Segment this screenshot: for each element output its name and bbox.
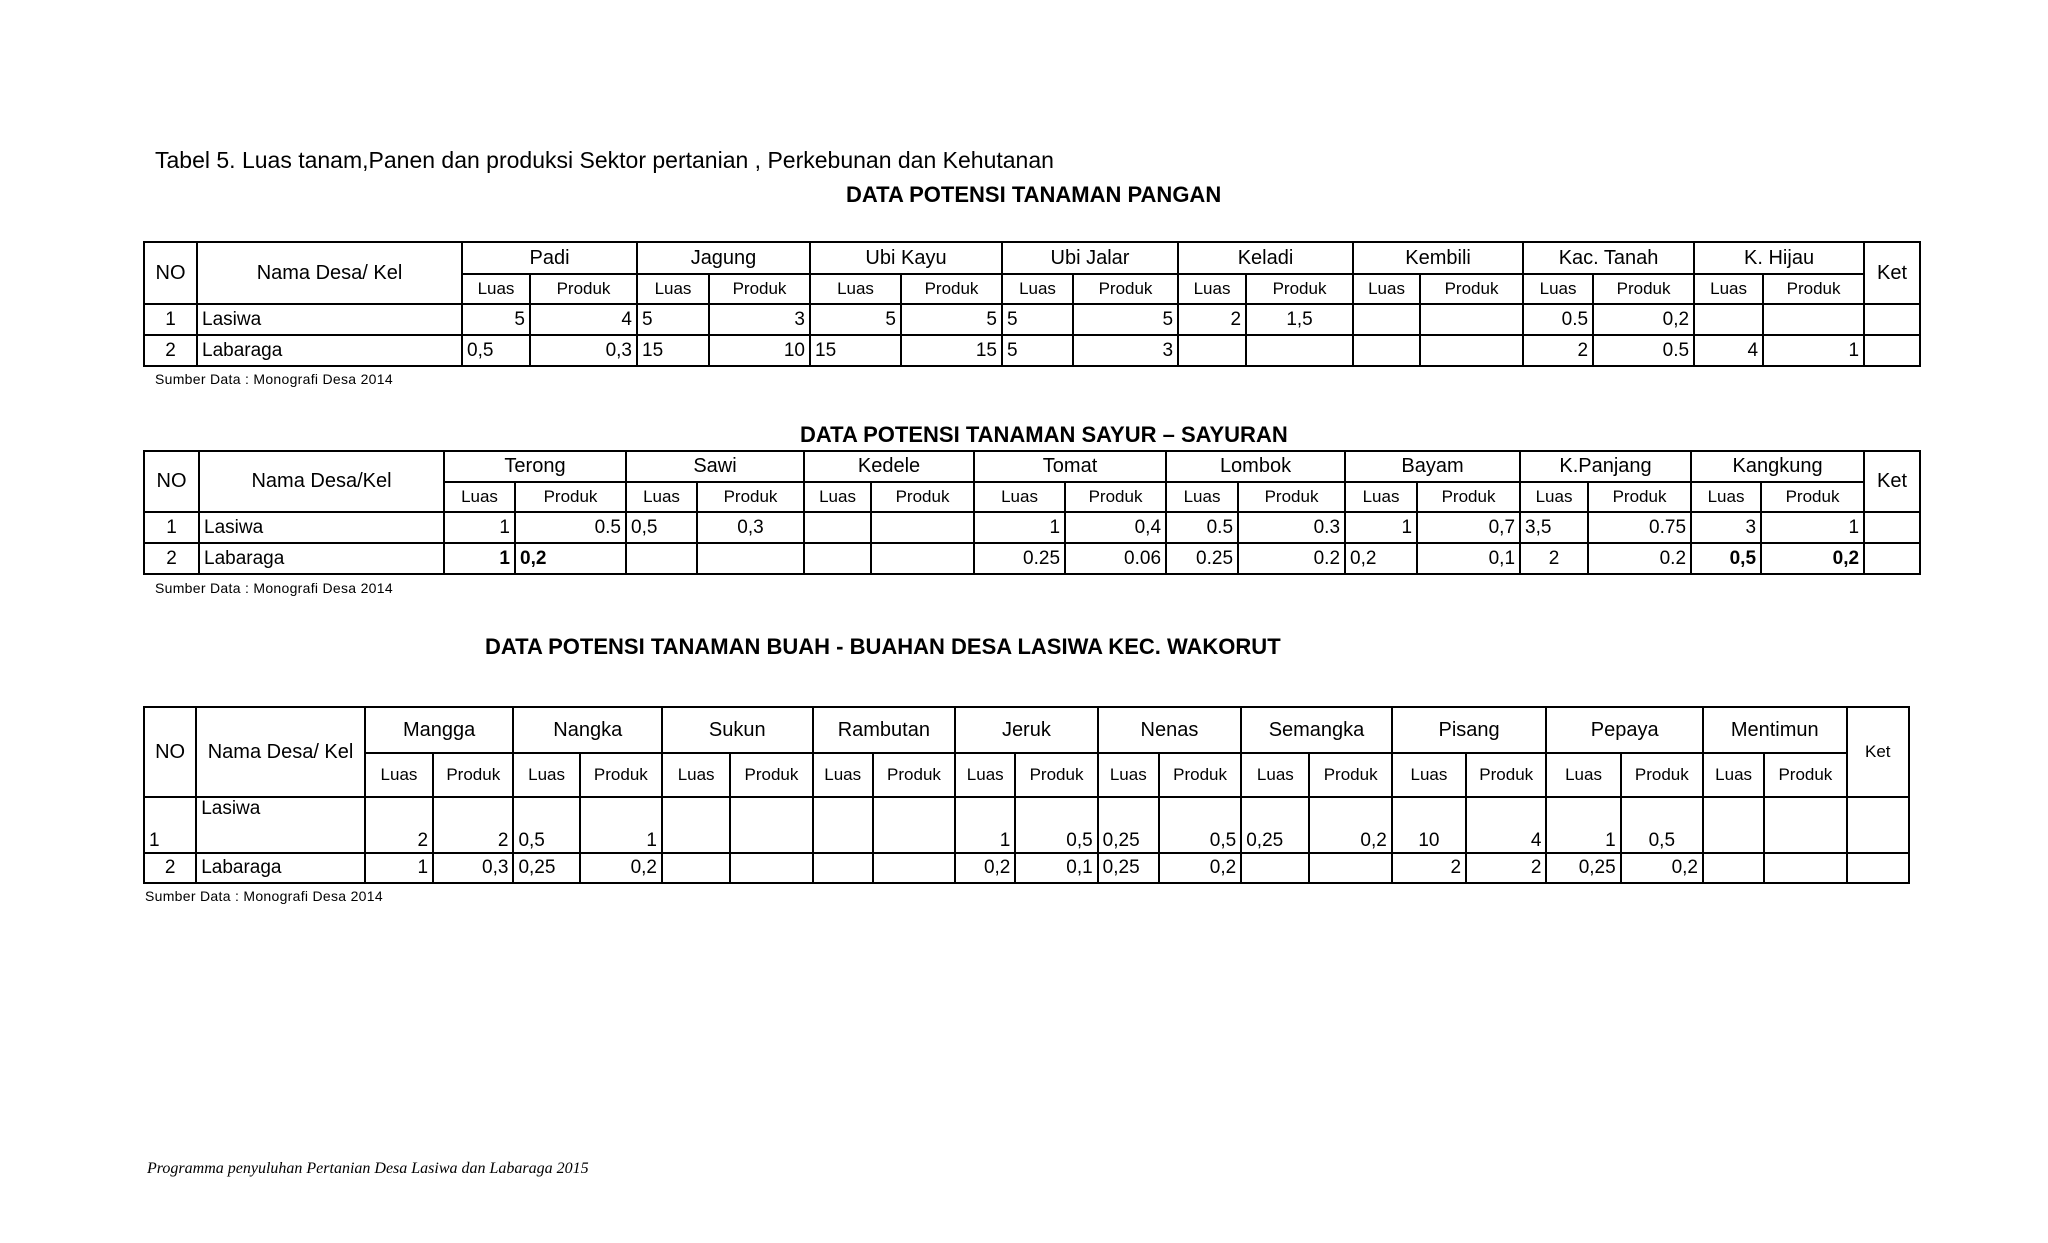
table-row	[144, 853, 1909, 883]
sub-header-luas: Luas	[955, 753, 1015, 797]
sub-header-luas: Luas	[1098, 753, 1159, 797]
sub-header-luas: Luas	[662, 753, 730, 797]
cell-produk: 3	[1073, 335, 1178, 366]
crop-header: Kembili	[1353, 242, 1523, 274]
crop-header: Nangka	[513, 707, 662, 753]
sub-header-luas: Luas	[1002, 274, 1073, 304]
cell-ket	[1864, 304, 1920, 335]
table-row	[144, 543, 1920, 574]
cell-luas: 0,2	[1345, 543, 1417, 574]
cell-produk: 0,4	[1065, 512, 1166, 543]
sub-header-luas: Luas	[462, 274, 530, 304]
cell-luas: 0,5	[1691, 543, 1761, 574]
cell-produk: 0,2	[1309, 797, 1391, 853]
crop-header: Tomat	[974, 451, 1166, 482]
cell-ket	[1864, 512, 1920, 543]
cell-produk: 0,5	[1015, 797, 1097, 853]
sub-header-produk: Produk	[580, 753, 662, 797]
table-row	[144, 512, 1920, 543]
cell-produk: 10	[709, 335, 810, 366]
cell-produk	[873, 853, 955, 883]
table-row	[144, 335, 1920, 366]
sub-header-produk: Produk	[530, 274, 637, 304]
col-header-no: NO	[144, 707, 196, 797]
col-header-ket: Ket	[1864, 242, 1920, 304]
col-header-ket: Ket	[1847, 707, 1909, 797]
sub-header-luas: Luas	[974, 482, 1065, 512]
row-name: Lasiwa	[196, 797, 365, 853]
cell-luas: 10	[1392, 797, 1466, 853]
sub-header-produk: Produk	[730, 753, 812, 797]
cell-produk: 0,3	[433, 853, 513, 883]
sub-header-luas: Luas	[1523, 274, 1593, 304]
sub-header-luas: Luas	[1353, 274, 1420, 304]
cell-luas	[813, 797, 873, 853]
crop-header: K. Hijau	[1694, 242, 1864, 274]
table1-source: Sumber Data : Monografi Desa 2014	[155, 371, 393, 387]
cell-luas: 0,5	[462, 335, 530, 366]
cell-produk	[1246, 335, 1353, 366]
cell-produk: 0,5	[1621, 797, 1703, 853]
cell-produk: 0,2	[515, 543, 626, 574]
cell-luas: 1	[1345, 512, 1417, 543]
sub-header-luas: Luas	[1392, 753, 1466, 797]
cell-luas	[813, 853, 873, 883]
sub-header-produk: Produk	[871, 482, 974, 512]
sub-header-produk: Produk	[1466, 753, 1546, 797]
cell-produk: 0.5	[1593, 335, 1694, 366]
sub-header-produk: Produk	[901, 274, 1002, 304]
crop-header: Ubi Jalar	[1002, 242, 1178, 274]
row-name: Lasiwa	[197, 304, 462, 335]
table-row	[144, 304, 1920, 335]
table-sayuran	[143, 450, 1921, 575]
cell-luas: 0.5	[1523, 304, 1593, 335]
cell-produk: 0,2	[1593, 304, 1694, 335]
cell-luas: 5	[637, 304, 709, 335]
cell-produk: 0,3	[530, 335, 637, 366]
sub-header-produk: Produk	[433, 753, 513, 797]
cell-produk: 0,2	[1621, 853, 1703, 883]
sub-header-luas: Luas	[513, 753, 579, 797]
sub-header-luas: Luas	[626, 482, 697, 512]
row-no: 1	[144, 512, 199, 543]
cell-ket	[1864, 335, 1920, 366]
cell-produk: 5	[901, 304, 1002, 335]
cell-produk	[1764, 797, 1846, 853]
cell-produk: 0.2	[1588, 543, 1691, 574]
col-header-ket: Ket	[1864, 451, 1920, 512]
cell-luas: 2	[1523, 335, 1593, 366]
cell-luas	[1178, 335, 1246, 366]
cell-produk	[871, 543, 974, 574]
cell-produk	[730, 797, 812, 853]
crop-header: Kangkung	[1691, 451, 1864, 482]
cell-luas: 1	[974, 512, 1065, 543]
cell-luas: 15	[810, 335, 901, 366]
row-no: 1	[144, 797, 196, 853]
cell-luas: 0.25	[974, 543, 1065, 574]
cell-produk: 15	[901, 335, 1002, 366]
sub-header-luas: Luas	[637, 274, 709, 304]
sub-header-produk: Produk	[1073, 274, 1178, 304]
cell-produk	[1764, 853, 1846, 883]
crop-header: Terong	[444, 451, 626, 482]
cell-luas: 5	[1002, 335, 1073, 366]
sub-header-produk: Produk	[1761, 482, 1864, 512]
cell-luas: 1	[444, 543, 515, 574]
crop-header: Kac. Tanah	[1523, 242, 1694, 274]
cell-luas: 1	[955, 797, 1015, 853]
crop-header: Padi	[462, 242, 637, 274]
cell-luas	[662, 797, 730, 853]
cell-luas	[662, 853, 730, 883]
cell-luas: 2	[365, 797, 433, 853]
table-caption: Tabel 5. Luas tanam,Panen dan produksi Sektor pertanian , Perkebunan dan Kehutanan	[155, 147, 1054, 173]
cell-produk: 0.3	[1238, 512, 1345, 543]
crop-header: Bayam	[1345, 451, 1520, 482]
cell-produk: 2	[1466, 853, 1546, 883]
cell-luas: 1	[365, 853, 433, 883]
crop-header: K.Panjang	[1520, 451, 1691, 482]
cell-luas: 0,5	[626, 512, 697, 543]
cell-produk: 0,2	[580, 853, 662, 883]
cell-produk: 0,3	[697, 512, 804, 543]
cell-luas	[1353, 335, 1420, 366]
sub-header-luas: Luas	[1345, 482, 1417, 512]
cell-produk: 0,2	[1761, 543, 1864, 574]
crop-header: Semangka	[1241, 707, 1392, 753]
cell-luas: 1	[444, 512, 515, 543]
crop-header: Keladi	[1178, 242, 1353, 274]
table2-source: Sumber Data : Monografi Desa 2014	[155, 580, 393, 596]
cell-produk	[1309, 853, 1391, 883]
sub-header-luas: Luas	[1703, 753, 1764, 797]
cell-produk	[697, 543, 804, 574]
cell-produk: 2	[433, 797, 513, 853]
sub-header-luas: Luas	[1691, 482, 1761, 512]
cell-luas	[804, 512, 871, 543]
crop-header: Pepaya	[1546, 707, 1703, 753]
cell-luas: 4	[1694, 335, 1763, 366]
cell-ket	[1847, 853, 1909, 883]
cell-produk	[871, 512, 974, 543]
cell-luas	[1241, 853, 1309, 883]
cell-luas: 15	[637, 335, 709, 366]
cell-luas: 0,25	[1098, 797, 1159, 853]
cell-produk: 1	[580, 797, 662, 853]
cell-produk: 0.2	[1238, 543, 1345, 574]
table-row	[144, 797, 1909, 853]
sub-header-luas: Luas	[1166, 482, 1238, 512]
cell-produk	[873, 797, 955, 853]
cell-produk: 0,1	[1015, 853, 1097, 883]
table1-title: DATA POTENSI TANAMAN PANGAN	[846, 182, 1222, 207]
table3-title: DATA POTENSI TANAMAN BUAH - BUAHAN DESA LASIWA KEC. WAKORUT	[485, 634, 1281, 659]
row-no: 1	[144, 304, 197, 335]
cell-produk	[1763, 304, 1864, 335]
col-header-no: NO	[144, 451, 199, 512]
row-no: 2	[144, 853, 196, 883]
cell-produk: 4	[530, 304, 637, 335]
col-header-no: NO	[144, 242, 197, 304]
cell-produk: 4	[1466, 797, 1546, 853]
row-name: Labaraga	[199, 543, 444, 574]
cell-luas: 2	[1178, 304, 1246, 335]
col-header-nama: Nama Desa/ Kel	[196, 707, 365, 797]
cell-luas: 5	[462, 304, 530, 335]
sub-header-produk: Produk	[1238, 482, 1345, 512]
sub-header-produk: Produk	[515, 482, 626, 512]
sub-header-luas: Luas	[1694, 274, 1763, 304]
crop-header: Ubi Kayu	[810, 242, 1002, 274]
cell-luas: 0,5	[513, 797, 579, 853]
cell-produk: 0.5	[515, 512, 626, 543]
cell-produk	[1420, 335, 1523, 366]
crop-header: Kedele	[804, 451, 974, 482]
cell-luas: 0,25	[513, 853, 579, 883]
cell-luas: 1	[1546, 797, 1620, 853]
cell-luas	[1694, 304, 1763, 335]
cell-luas: 0,25	[1241, 797, 1309, 853]
cell-luas: 0,2	[955, 853, 1015, 883]
table-pangan	[143, 241, 1921, 367]
sub-header-luas: Luas	[1520, 482, 1588, 512]
cell-luas	[626, 543, 697, 574]
cell-produk: 0,5	[1159, 797, 1241, 853]
cell-produk: 5	[1073, 304, 1178, 335]
cell-luas: 3,5	[1520, 512, 1588, 543]
crop-header: Mangga	[365, 707, 514, 753]
sub-header-luas: Luas	[1178, 274, 1246, 304]
cell-luas: 2	[1392, 853, 1466, 883]
crop-header: Sukun	[662, 707, 813, 753]
sub-header-produk: Produk	[1417, 482, 1520, 512]
sub-header-produk: Produk	[1309, 753, 1391, 797]
sub-header-produk: Produk	[1159, 753, 1241, 797]
sub-header-produk: Produk	[873, 753, 955, 797]
cell-luas: 0.5	[1166, 512, 1238, 543]
sub-header-produk: Produk	[1621, 753, 1703, 797]
col-header-nama: Nama Desa/Kel	[199, 451, 444, 512]
cell-produk	[1420, 304, 1523, 335]
cell-luas: 5	[810, 304, 901, 335]
sub-header-produk: Produk	[1246, 274, 1353, 304]
cell-luas	[1353, 304, 1420, 335]
sub-header-produk: Produk	[1065, 482, 1166, 512]
table-buahan	[143, 706, 1910, 884]
sub-header-luas: Luas	[804, 482, 871, 512]
sub-header-luas: Luas	[365, 753, 433, 797]
cell-luas: 0.25	[1166, 543, 1238, 574]
cell-produk: 0,1	[1417, 543, 1520, 574]
sub-header-produk: Produk	[1763, 274, 1864, 304]
table3-source: Sumber Data : Monografi Desa 2014	[145, 888, 383, 904]
cell-produk: 3	[709, 304, 810, 335]
crop-header: Jeruk	[955, 707, 1098, 753]
cell-luas: 0,25	[1546, 853, 1620, 883]
sub-header-luas: Luas	[1241, 753, 1309, 797]
cell-ket	[1864, 543, 1920, 574]
cell-luas	[1703, 853, 1764, 883]
cell-produk: 0,7	[1417, 512, 1520, 543]
cell-produk: 0.75	[1588, 512, 1691, 543]
crop-header: Nenas	[1098, 707, 1242, 753]
crop-header: Mentimun	[1703, 707, 1847, 753]
cell-luas: 3	[1691, 512, 1761, 543]
row-name: Labaraga	[196, 853, 365, 883]
sub-header-produk: Produk	[1588, 482, 1691, 512]
row-no: 2	[144, 335, 197, 366]
cell-ket	[1847, 797, 1909, 853]
sub-header-luas: Luas	[810, 274, 901, 304]
page-footer: Programma penyuluhan Pertanian Desa Lasiwa dan Labaraga 2015	[147, 1160, 589, 1177]
sub-header-produk: Produk	[1593, 274, 1694, 304]
row-name: Lasiwa	[199, 512, 444, 543]
crop-header: Sawi	[626, 451, 804, 482]
cell-luas: 2	[1520, 543, 1588, 574]
sub-header-produk: Produk	[709, 274, 810, 304]
row-name: Labaraga	[197, 335, 462, 366]
cell-produk: 1	[1761, 512, 1864, 543]
col-header-nama: Nama Desa/ Kel	[197, 242, 462, 304]
cell-produk: 1	[1763, 335, 1864, 366]
sub-header-produk: Produk	[697, 482, 804, 512]
sub-header-produk: Produk	[1015, 753, 1097, 797]
cell-produk: 1,5	[1246, 304, 1353, 335]
cell-produk	[730, 853, 812, 883]
cell-luas: 0,25	[1098, 853, 1159, 883]
table2-title: DATA POTENSI TANAMAN SAYUR – SAYURAN	[800, 422, 1288, 447]
sub-header-produk: Produk	[1764, 753, 1846, 797]
sub-header-produk: Produk	[1420, 274, 1523, 304]
cell-luas: 5	[1002, 304, 1073, 335]
sub-header-luas: Luas	[1546, 753, 1620, 797]
sub-header-luas: Luas	[444, 482, 515, 512]
row-no: 2	[144, 543, 199, 574]
cell-produk: 0.06	[1065, 543, 1166, 574]
crop-header: Rambutan	[813, 707, 956, 753]
crop-header: Jagung	[637, 242, 810, 274]
crop-header: Lombok	[1166, 451, 1345, 482]
crop-header: Pisang	[1392, 707, 1547, 753]
sub-header-luas: Luas	[813, 753, 873, 797]
cell-produk: 0,2	[1159, 853, 1241, 883]
cell-luas	[1703, 797, 1764, 853]
cell-luas	[804, 543, 871, 574]
